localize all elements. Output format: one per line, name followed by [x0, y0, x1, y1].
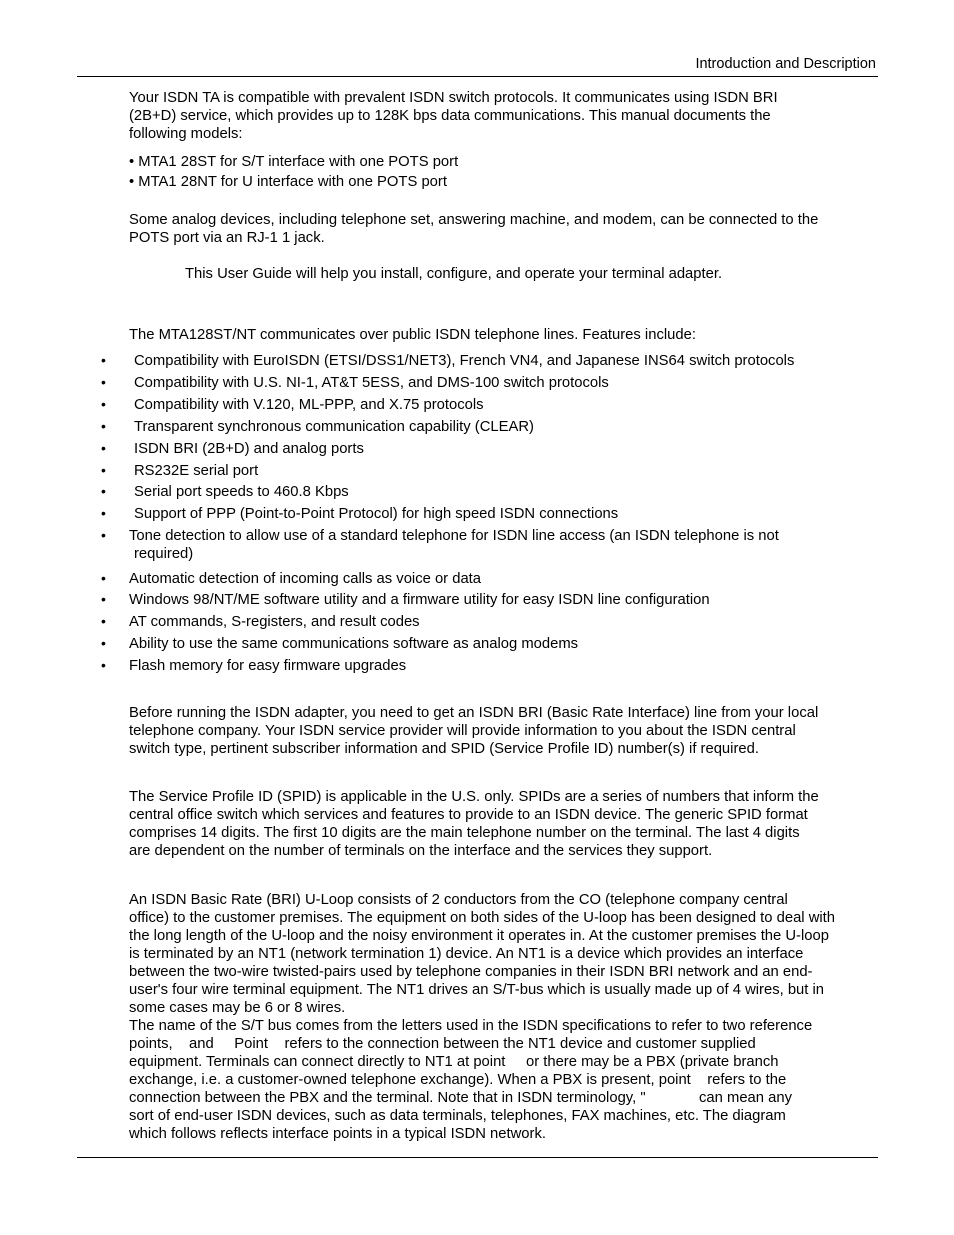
list-item: AT commands, S-registers, and result codes: [129, 614, 420, 630]
running-header: Introduction and Description: [695, 56, 876, 72]
text-line: comprises 14 digits. The first 10 digits are the main telephone number on the terminal. The last 4 digits: [129, 825, 800, 841]
spid-paragraph: [129, 788, 879, 860]
text-line: sort of end-user ISDN devices, such as data terminals, telephones, FAX machines, etc. The diagram: [129, 1108, 786, 1124]
features-intro: The MTA128ST/NT communicates over public ISDN telephone lines. Features include:: [129, 327, 696, 343]
bullet: •: [101, 527, 106, 543]
list-item: Support of PPP (Point-to-Point Protocol) for high speed ISDN connections: [134, 506, 619, 522]
text-line: switch type, pertinent subscriber information and SPID (Service Profile ID) number(s) if required.: [129, 741, 759, 757]
text-line: are dependent on the number of terminals on the interface and the services they support.: [129, 843, 713, 859]
bullet: •: [101, 374, 106, 390]
before-paragraph: [129, 704, 879, 758]
list-item: RS232E serial port: [134, 463, 259, 479]
text-line: connection between the PBX and the terminal. Note that in ISDN terminology, " can mean any: [129, 1090, 792, 1106]
text-line: the long length of the U-loop and the noisy environment it operates in. At the customer premises the U-loop: [129, 928, 829, 944]
analog-paragraph: [129, 211, 879, 247]
text-line: which follows reflects interface points in a typical ISDN network.: [129, 1126, 546, 1142]
bullet: •: [101, 483, 106, 499]
text-line: exchange, i.e. a customer-owned telephone exchange). When a PBX is present, point refers to the: [129, 1072, 787, 1088]
list-item: Transparent synchronous communication capability (CLEAR): [134, 419, 534, 435]
bullet: •: [101, 635, 106, 651]
list-item: ISDN BRI (2B+D) and analog ports: [134, 441, 364, 457]
intro-paragraph: [129, 89, 879, 143]
list-item: Tone detection to allow use of a standard telephone for ISDN line access (an ISDN telephone is not: [129, 528, 779, 544]
text-line: is terminated by an NT1 (network termination 1) device. An NT1 is a device which provides an interface: [129, 946, 804, 962]
bullet: •: [101, 440, 106, 456]
text-line: The Service Profile ID (SPID) is applicable in the U.S. only. SPIDs are a series of numbers that inform the: [129, 789, 819, 805]
bullet: •: [101, 505, 106, 521]
text-line: points, and Point refers to the connection between the NT1 device and customer supplied: [129, 1036, 756, 1052]
text-line: equipment. Terminals can connect directly to NT1 at point or there may be a PBX (private branch: [129, 1054, 779, 1070]
bullet: •: [101, 396, 106, 412]
text-line: An ISDN Basic Rate (BRI) U-Loop consists of 2 conductors from the CO (telephone company central: [129, 892, 788, 908]
header-rule: [77, 76, 878, 77]
uloop-paragraph: [129, 891, 879, 1143]
bullet: •: [101, 352, 106, 368]
guide-sentence: This User Guide will help you install, configure, and operate your terminal adapter.: [185, 266, 723, 282]
model-item: • MTA1 28ST for S/T interface with one POTS port: [129, 154, 459, 170]
text-line: POTS port via an RJ-1 1 jack.: [129, 230, 325, 246]
bullet: •: [101, 613, 106, 629]
bullet: •: [101, 657, 106, 673]
text-line: office) to the customer premises. The equipment on both sides of the U-loop has been designed to deal with: [129, 910, 836, 926]
list-item: Windows 98/NT/ME software utility and a firmware utility for easy ISDN line configuration: [129, 592, 710, 608]
text-line: user's four wire terminal equipment. The NT1 drives an S/T-bus which is usually made up of 4 wires, but in: [129, 982, 825, 998]
bullet: •: [101, 570, 106, 586]
list-item: Compatibility with EuroISDN (ETSI/DSS1/NET3), French VN4, and Japanese INS64 switch protocols: [134, 353, 795, 369]
text-line: some cases may be 6 or 8 wires.: [129, 1000, 346, 1016]
text-line: Before running the ISDN adapter, you need to get an ISDN BRI (Basic Rate Interface) line from your local: [129, 705, 819, 721]
text-line: (2B+D) service, which provides up to 128K bps data communications. This manual documents the: [129, 108, 771, 124]
text-line: between the two-wire twisted-pairs used by telephone companies in their ISDN BRI network and an end-: [129, 964, 813, 980]
list-item: Ability to use the same communications software as analog modems: [129, 636, 579, 652]
list-item: Compatibility with V.120, ML-PPP, and X.75 protocols: [134, 397, 484, 413]
footer-rule: [77, 1157, 878, 1158]
text-line: following models:: [129, 126, 243, 142]
bullet: •: [101, 591, 106, 607]
model-item: • MTA1 28NT for U interface with one POTS port: [129, 174, 447, 190]
list-item: Serial port speeds to 460.8 Kbps: [134, 484, 349, 500]
text-line: central office switch which services and features to provide to an ISDN device. The generic SPID format: [129, 807, 808, 823]
list-item: Compatibility with U.S. NI-1, AT&T 5ESS, and DMS-100 switch protocols: [134, 375, 609, 391]
bullet: •: [101, 418, 106, 434]
list-item: Automatic detection of incoming calls as voice or data: [129, 571, 482, 587]
text-line: telephone company. Your ISDN service provider will provide information to you about the ISDN central: [129, 723, 796, 739]
text-line: The name of the S/T bus comes from the letters used in the ISDN specifications to refer to two reference: [129, 1018, 813, 1034]
bullet: •: [101, 462, 106, 478]
text-line: Some analog devices, including telephone set, answering machine, and modem, can be connected to the: [129, 212, 819, 228]
text-line: Your ISDN TA is compatible with prevalent ISDN switch protocols. It communicates using ISDN BRI: [129, 90, 778, 106]
list-item-continuation: required): [134, 546, 194, 562]
list-item: Flash memory for easy firmware upgrades: [129, 658, 407, 674]
